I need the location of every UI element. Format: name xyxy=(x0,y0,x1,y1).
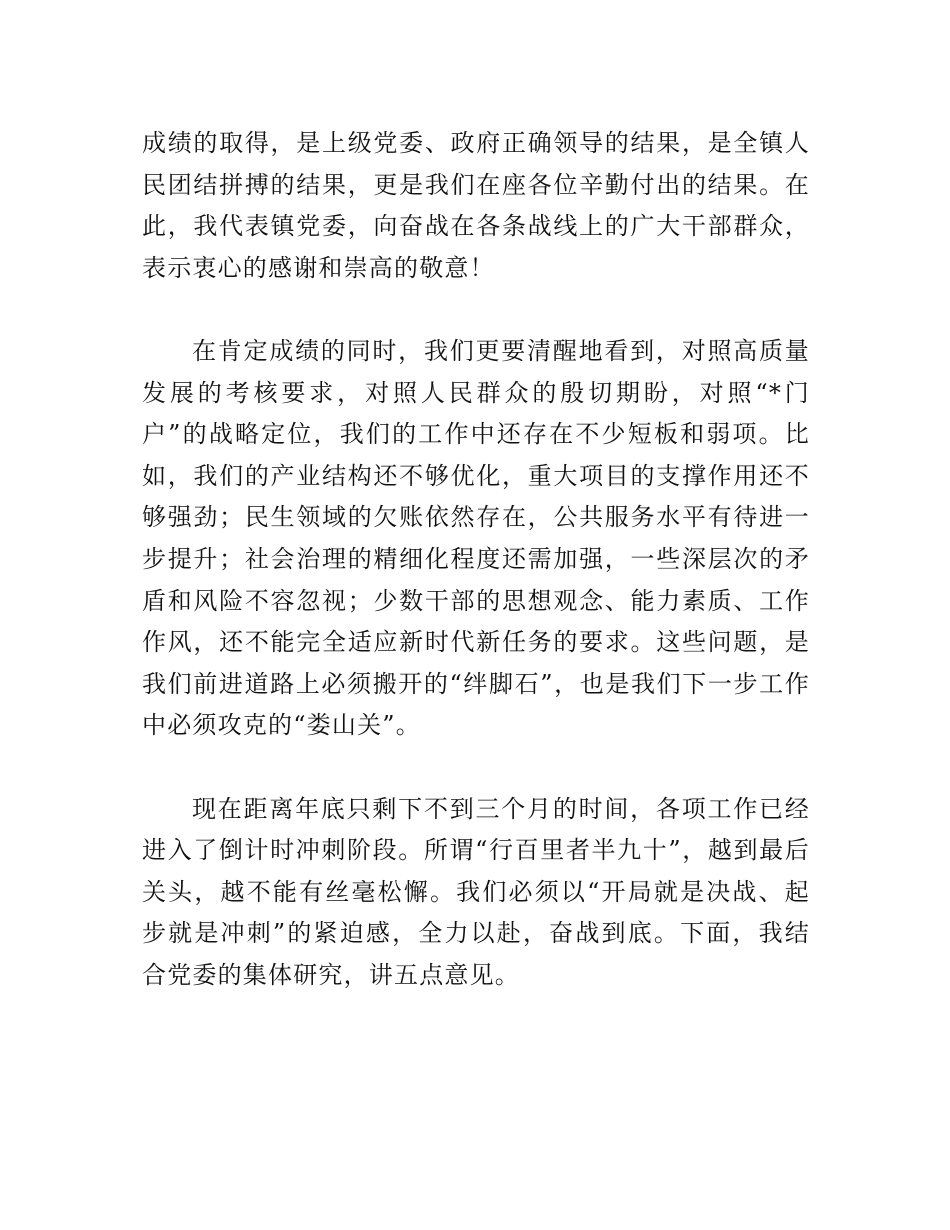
paragraph-continuation: 成绩的取得，是上级党委、政府正确领导的结果，是全镇人民团结拼搏的结果，更是我们在座各位辛勤付出的结果。在此，我代表镇党委，向奋战在各条战线上的广大干部群众，表示衷心的感谢和崇高的敬意！ xyxy=(142,129,810,282)
paragraph-shortcomings: 在肯定成绩的同时，我们更要清醒地看到，对照高质量发展的考核要求，对照人民群众的殷切期盼，对照“*门户”的战略定位，我们的工作中还存在不少短板和弱项。比如，我们的产业结构还不够优化，重大项目的支撑作用还不够强劲；民生领域的欠账依然存在，公共服务水平有待进一步提升；社会治理的精细化程度还需加强，一些深层次的矛盾和风险不容忽视；少数干部的思想观念、能力素质、工作作风，还不能完全适应新时代新任务的要求。这些问题，是我们前进道路上必须搬开的“绊脚石”，也是我们下一步工作中必须攻克的“娄山关”。 xyxy=(142,336,810,740)
document-body xyxy=(142,123,810,1038)
paragraph-year-end-sprint: 现在距离年底只剩下不到三个月的时间，各项工作已经进入了倒计时冲刺阶段。所谓“行百里者半九十”，越到最后关头，越不能有丝毫松懈。我们必须以“开局就是决战、起步就是冲刺”的紧迫感，全力以赴，奋战到底。下面，我结合党委的集体研究，讲五点意见。 xyxy=(142,794,810,989)
